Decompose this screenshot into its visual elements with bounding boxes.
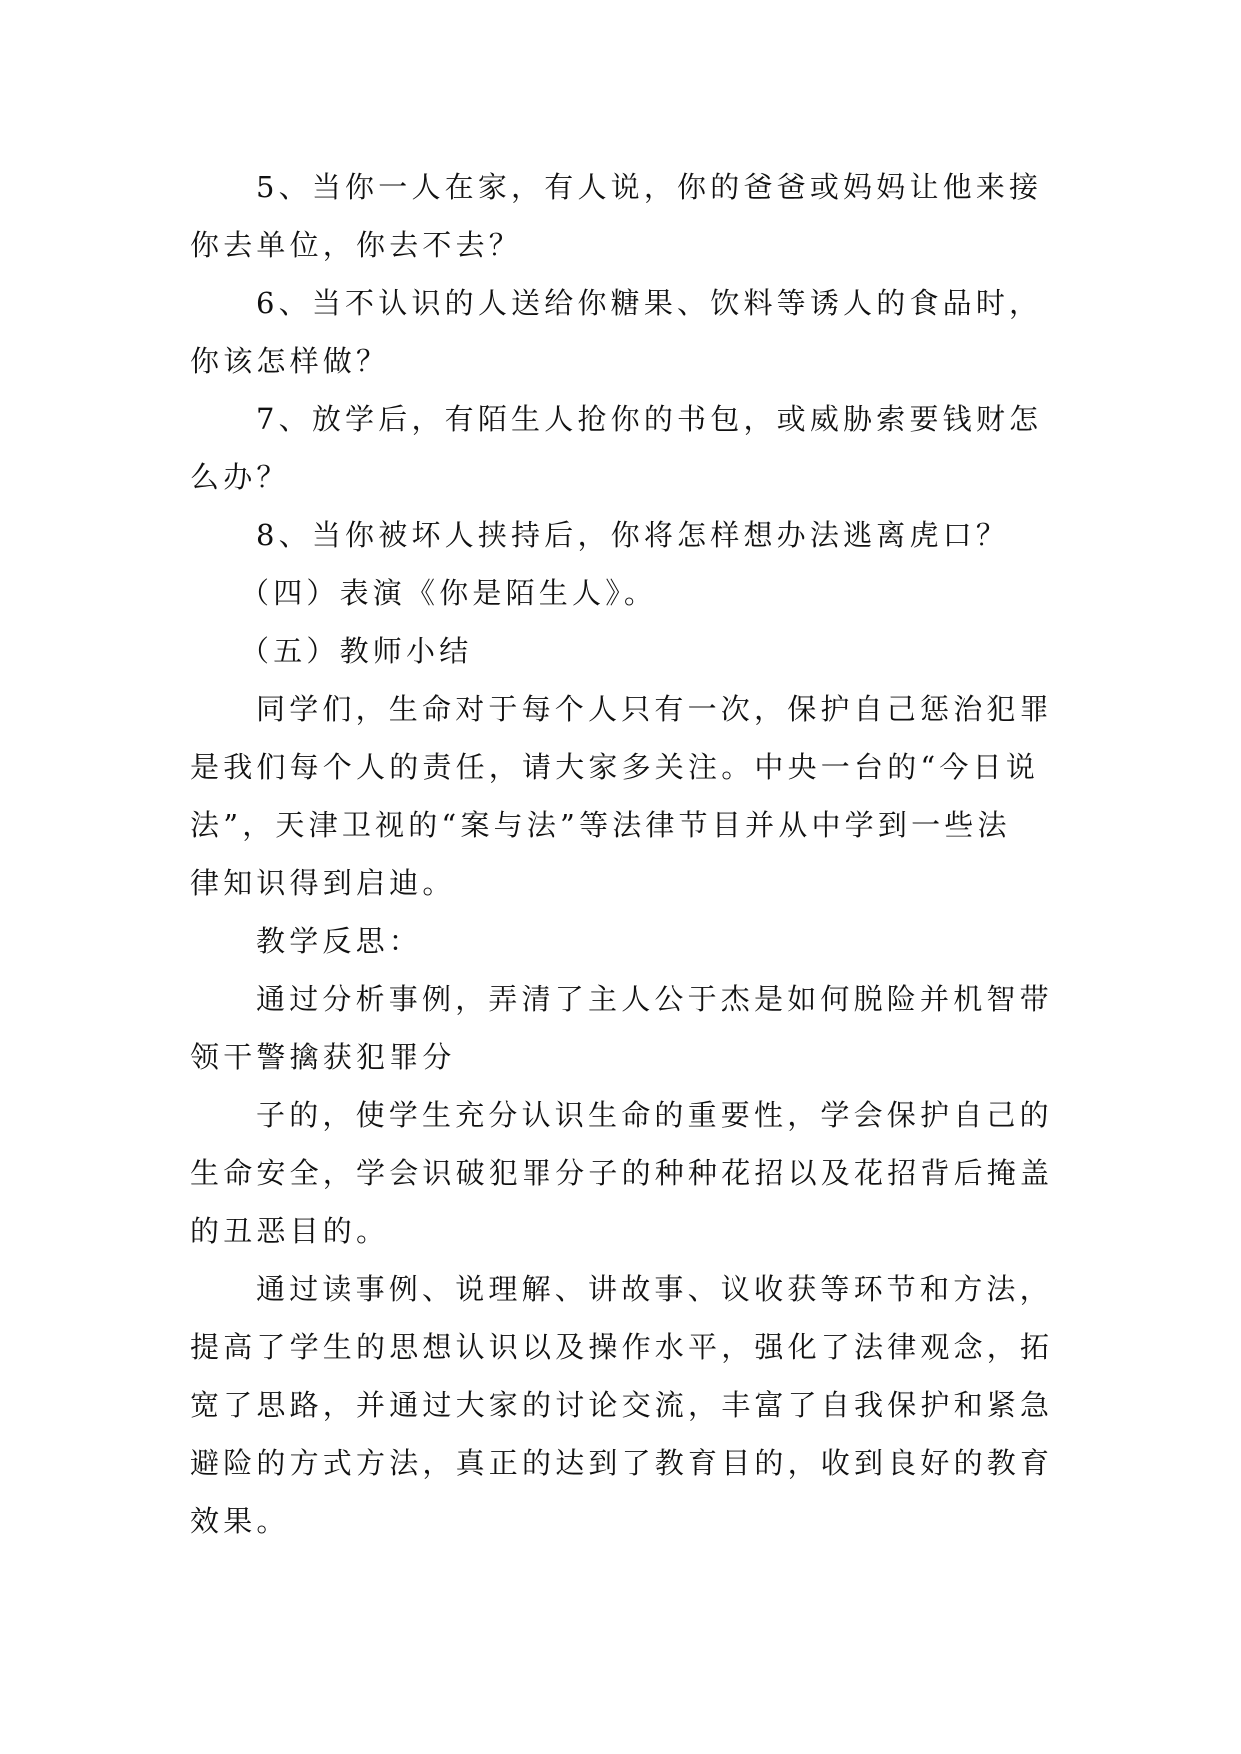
section-5-heading: （五）教师小结 [240,634,473,668]
reflection-line-8: 宽了思路，并通过大家的讨论交流，丰富了自我保护和紧急 [190,1388,1054,1422]
question-6-line-1: 6、当不认识的人送给你糖果、饮料等诱人的食品时， [256,286,1043,320]
summary-line-2: 是我们每个人的责任，请大家多关注。中央一台的“今日说 [190,750,1040,784]
reflection-line-1: 通过分析事例，弄清了主人公于杰是如何脱险并机智带 [256,982,1053,1016]
reflection-heading: 教学反思： [256,924,423,958]
section-4-heading: （四）表演《你是陌生人》。 [240,576,658,610]
reflection-line-4: 生命安全，学会识破犯罪分子的种种花招以及花招背后掩盖 [190,1156,1054,1190]
summary-line-1: 同学们，生命对于每个人只有一次，保护自己惩治犯罪 [256,692,1053,726]
question-8-line: 8、当你被坏人挟持后，你将怎样想办法逃离虎口？ [256,518,1010,552]
reflection-line-9: 避险的方式方法，真正的达到了教育目的，收到良好的教育 [190,1446,1054,1480]
reflection-line-3: 子的，使学生充分认识生命的重要性，学会保护自己的 [256,1098,1053,1132]
question-7-line-1: 7、放学后，有陌生人抢你的书包，或威胁索要钱财怎 [256,402,1043,436]
reflection-line-7: 提高了学生的思想认识以及操作水平，强化了法律观念，拓 [190,1330,1054,1364]
document-body [190,158,1054,1550]
reflection-line-10: 效果。 [190,1504,290,1538]
question-5-line-2: 你去单位，你去不去？ [190,228,523,262]
question-5-line-1: 5、当你一人在家，有人说，你的爸爸或妈妈让他来接 [256,170,1043,204]
question-6-line-2: 你该怎样做？ [190,344,390,378]
reflection-line-2: 领干警擒获犯罪分 [190,1040,456,1074]
summary-line-3: 法”，天津卫视的“案与法”等法律节目并从中学到一些法 [190,808,1011,842]
reflection-line-6: 通过读事例、说理解、讲故事、议收获等环节和方法， [256,1272,1053,1306]
question-7-line-2: 么办？ [190,460,290,494]
summary-line-4: 律知识得到启迪。 [190,866,456,900]
reflection-line-5: 的丑恶目的。 [190,1214,390,1248]
